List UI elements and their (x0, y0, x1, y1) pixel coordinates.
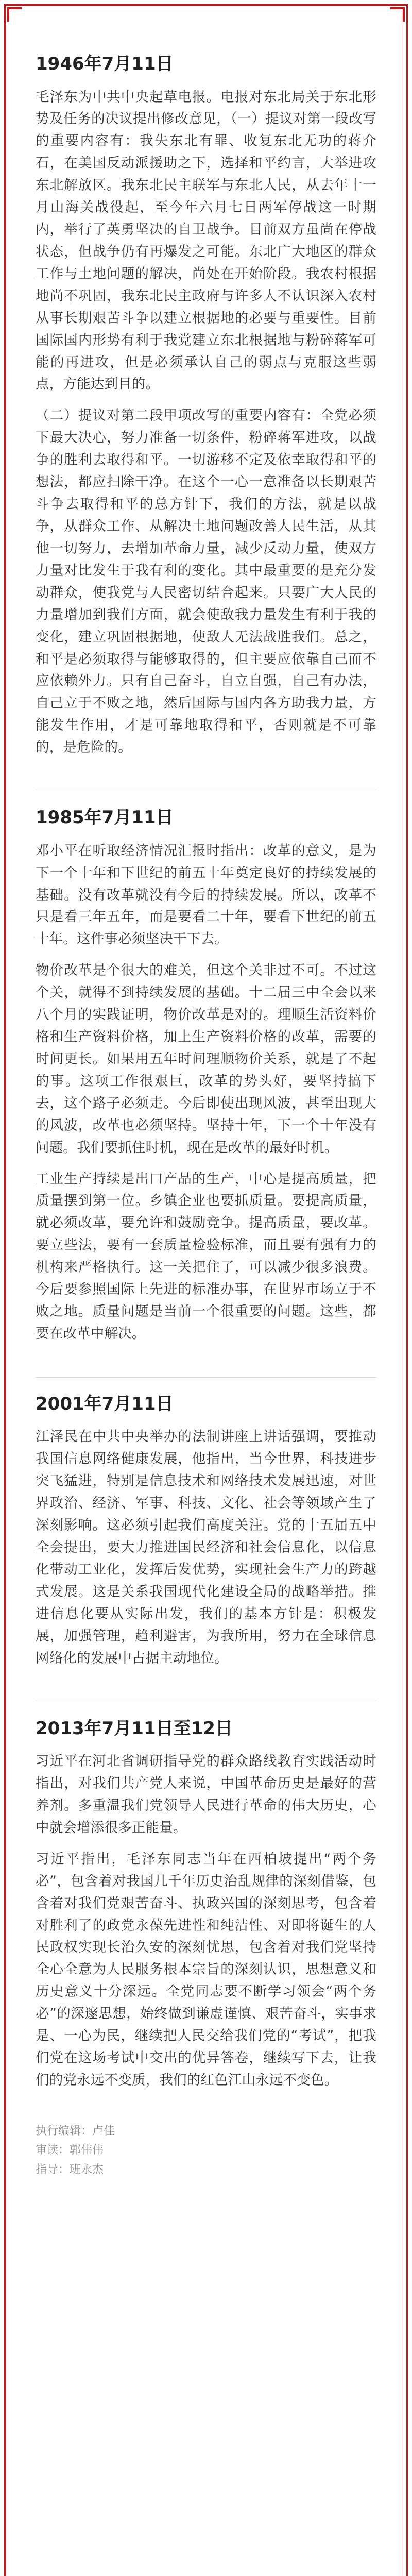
history-section-2013 (36, 1718, 376, 2110)
section-paragraph: 江泽民在中共中央举办的法制讲座上讲话强调，要推动我国信息网络健康发展，他指出，当今世界，科技进步突飞猛进，特别是信息技术和网络技术发展迅速，对世界政治、经济、军事、科技、文化、社会等领域产生了深刻影响。这必须引起我们高度关注。党的十五届五中全会提出，要大力推进国民经济和社会信息化，以信息化带动工业化，发挥后发优势，实现社会生产力的跨越式发展。这是关系我国现代化建设全局的战略举措。推进信息化要从实际出发，我们的基本方针是：积极发展，加强管理，趋利避害，为我所用，努力在全球信息网络化的发展中占据主动地位。 (36, 1429, 376, 1666)
frame-corner-top-right-ornament (390, 7, 405, 22)
section-paragraph: 习近平指出，毛泽东同志当年在西柏坡提出“两个务必”，包含着对我国几千年历史治乱规律的深刻借鉴，包含着对我们党艰苦奋斗、执政兴国的深刻思考，包含着对胜利了的政党永葆先进性和纯洁性、对即将诞生的人民政权实现长治久安的深刻忧思，包含着对我们党坚持全心全意为人民服务根本宗旨的深刻认识，思想意义和历史意义十分深远。全党同志要不断学习领会“两个务必”的深邃思想，始终做到谦虚谨慎、艰苦奋斗，实事求是、一心为民，继续把人民交给我们党的“考试”，把我们党在这场考试中交出的优异答卷，继续写下去，让我们的党永远不变质，我们的红色江山永远不变色。 (36, 1851, 376, 2088)
section-paragraph: （二）提议对第二段甲项改写的重要内容有：全党必须下最大决心，努力准备一切条件，粉碎蒋军进攻，以战争的胜利去取得和平。一切游移不定及依幸取得和平的想法，都应扫除干净。在这个一心一意准备以长期艰苦斗争去取得和平的总方针下，我们的方法，就是以战争，从群众工作、从解决土地问题改善人民生活，从其他一切努力，去增加革命力量，减少反动力量，使双方力量对比发生于我有利的变化。其中最重要的是充分发动群众，使我党与人民密切结合起来。只要广大人民的力量增加到我们方面，就会使敌我力量发生有利于我的变化，建立巩固根据地，使敌人无法战胜我们。总之，和平是必须取得与能够取得的，但主要应依靠自己而不应依赖外力。只有自己奋斗，自立自强，自己有办法，自己立于不败之地，然后国际与国内各方助我力量，方能发生作用，才是可靠地取得和平，否则就是不可靠的，是危险的。 (36, 408, 376, 756)
history-section-1985 (36, 807, 376, 1364)
supervisor-credit: 指导：班永杰 (36, 2163, 104, 2176)
history-section-2001 (36, 1393, 376, 1688)
section-paragraph: 邓小平在听取经济情况汇报时指出：改革的意义，是为下一个十年和下世纪的前五十年奠定良好的持续发展的基础。没有改革就没有今后的持续发展。所以，改革不只是看三年五年，而是要看二十年，要看下世纪的前五十年。这件事必须坚决干下去。 (36, 842, 376, 947)
section-paragraph: 物价改革是个很大的难关，但这个关非过不可。不过这个关，就得不到持续发展的基础。十二届三中全会以来八个月的实践证明，物价改革是对的。理顺生活资料价格和生产资料价格，加上生产资料价格的改革，需要的时间更长。如果用五年时间理顺物价关系，就是了不起的事。这项工作很艰巨，改革的势头好，要坚持搞下去，这个路子必须走。今后即使出现风波，甚至出现大的风波，改革也必须坚持。坚持十年，下一个十年没有问题。我们要抓住时机，现在是改革的最好时机。 (36, 962, 376, 1156)
article-content (6, 6, 406, 2210)
decorative-frame (4, 4, 408, 2576)
section-paragraph: 习近平在河北省调研指导党的群众路线教育实践活动时指出，对我们共产党人来说，中国革命历史是最好的营养剂。多重温我们党领导人民进行革命的伟大历史，心中就会增添很多正能量。 (36, 1753, 376, 1836)
section-date-heading: 1985年7月11日 (36, 807, 174, 828)
section-paragraph: 工业生产持续是出口产品的生产，中心是提高质量，把质量摆到第一位。乡镇企业也要抓质量。要提高质量，就必须改革，要允许和鼓励竞争。提高质量，要改革。要立些法，要有一套质量检验标准，而且要有强有力的机构来严格执行。这一关把住了，可以减少很多浪费。今后要参照国际上先进的标准办事，在世界市场立于不败之地。质量问题是当前一个很重要的问题。这些，都要在改革中解决。 (36, 1171, 376, 1342)
section-date-heading: 1946年7月11日 (36, 54, 174, 74)
executive-editor-credit: 执行编辑：卢佳 (36, 2124, 115, 2138)
history-section-1946 (36, 53, 376, 777)
reviewer-credit: 审读：郭伟伟 (36, 2144, 104, 2157)
editor-credits (36, 2117, 376, 2179)
section-divider (36, 1377, 376, 1378)
section-date-heading: 2001年7月11日 (36, 1393, 174, 1414)
section-paragraph: 毛泽东为中共中央起草电报。电报对东北局关于东北形势及任务的决议提出修改意见，（一）提议对第一段改写的重要内容有：我失东北有罪、收复东北无功的蒋介石，在美国反动派援助之下，选择和平约言，大举进攻东北解放区。我东北民主联军与东北人民，从去年十一月山海关战役起，至今年六月七日两军停战这一时期内，举行了英勇坚决的自卫战争。目前双方虽尚在停战状态，但战争仍有再爆发之可能。东北广大地区的群众工作与土地问题的解决，尚处在开始阶段。我农村根据地尚不巩固，我东北民主政府与许多人不认识深入农村从事长期艰苦斗争以建立根据地的必要与重要性。目前国际国内形势有利于我党建立东北根据地与粉碎蒋军可能的再进攻，但是必须承认自己的弱点与克服这些弱点，方能达到目的。 (36, 89, 376, 393)
frame-corner-top-left-ornament (7, 7, 22, 22)
section-date-heading: 2013年7月11日至12日 (36, 1718, 233, 1739)
